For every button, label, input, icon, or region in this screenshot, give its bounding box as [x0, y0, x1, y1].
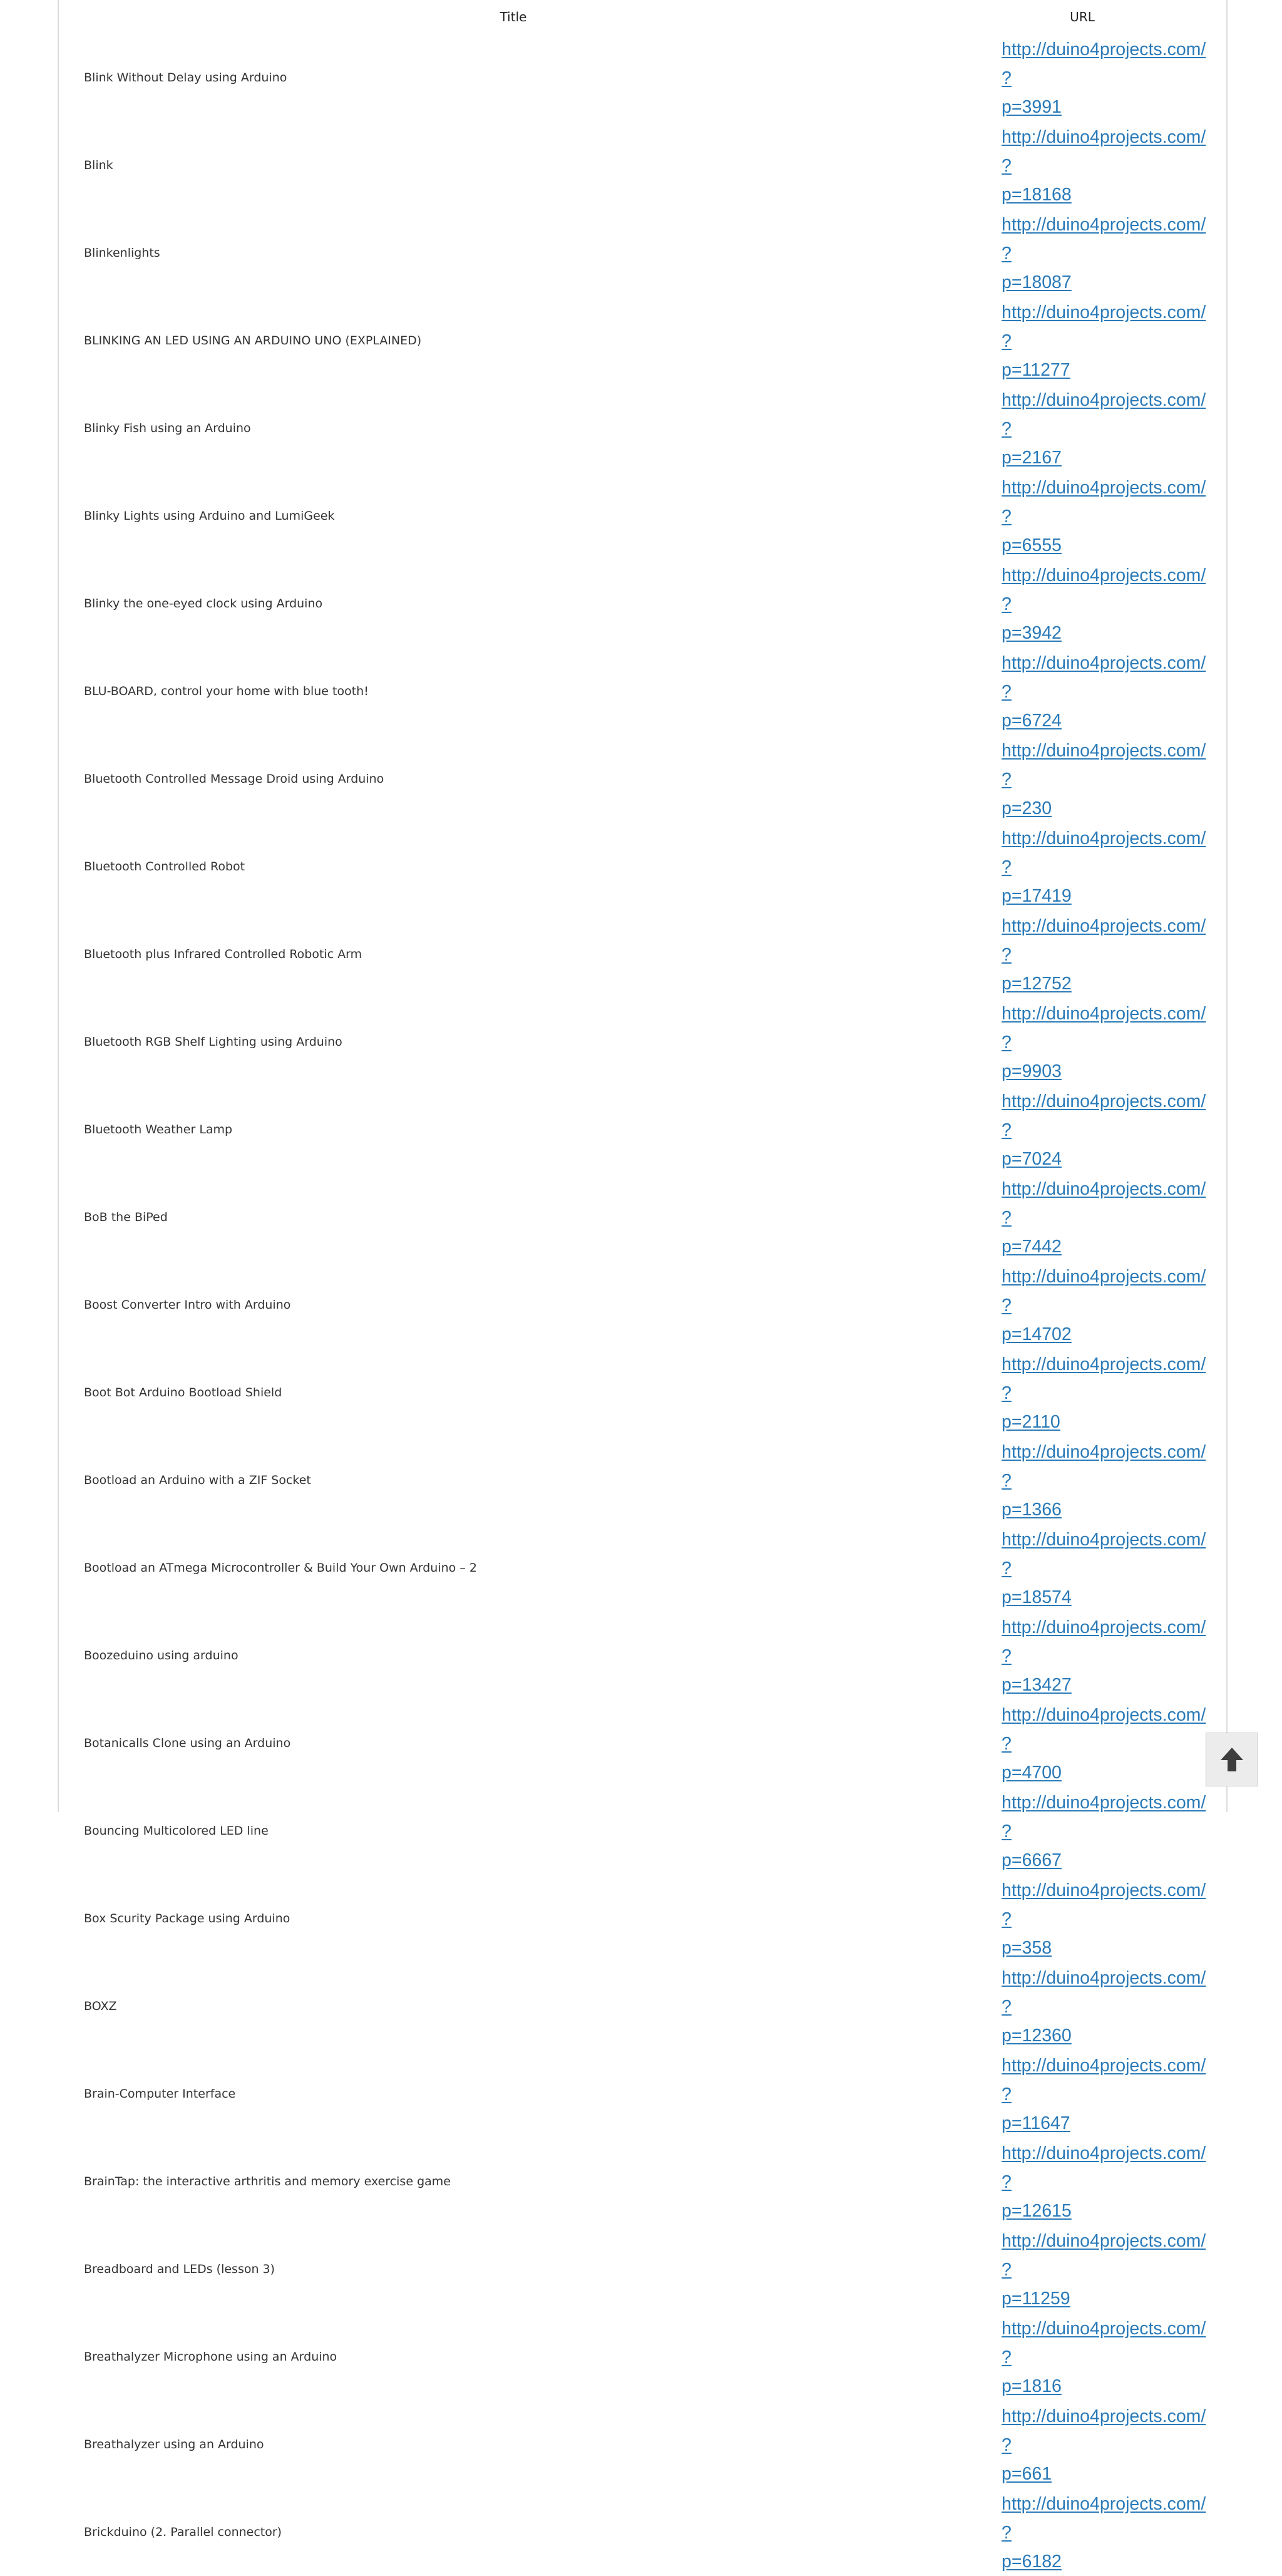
table-row	[84, 1349, 1211, 1436]
project-url-line1: http://duino4projects.com/?	[1002, 1267, 1206, 1316]
project-url-line1: http://duino4projects.com/?	[1002, 653, 1206, 702]
project-title: Blink	[84, 158, 113, 172]
project-url-cell	[1002, 998, 1211, 1086]
table-row	[84, 1261, 1211, 1349]
project-url-line1: http://duino4projects.com/?	[1002, 916, 1206, 965]
table-row	[84, 384, 1211, 472]
project-url-line1: http://duino4projects.com/?	[1002, 2231, 1206, 2280]
project-title: Box Scurity Package using Arduino	[84, 1912, 290, 1925]
project-url-link[interactable]	[1002, 1438, 1211, 1524]
project-title: BLINKING AN LED USING AN ARDUINO UNO (EXPLAINED)	[84, 334, 422, 348]
project-url-line2: p=4700	[1002, 1763, 1062, 1783]
project-url-link[interactable]	[1002, 561, 1211, 647]
project-url-line2: p=7024	[1002, 1149, 1062, 1169]
project-title: Botanicalls Clone using an Arduino	[84, 1736, 291, 1750]
project-url-link[interactable]	[1002, 298, 1211, 384]
project-url-link[interactable]	[1002, 1876, 1211, 1962]
project-title: BoB the BiPed	[84, 1210, 168, 1224]
projects-table	[84, 0, 1211, 2576]
project-url-cell	[1002, 560, 1211, 647]
project-url-line1: http://duino4projects.com/?	[1002, 828, 1206, 877]
project-url-cell	[1002, 121, 1211, 209]
table-row	[84, 2138, 1211, 2225]
project-url-cell	[1002, 472, 1211, 560]
project-url-cell	[1002, 34, 1211, 121]
table-row	[84, 1524, 1211, 1612]
project-title: Boozeduino using arduino	[84, 1649, 238, 1662]
project-url-line2: p=6182	[1002, 2552, 1062, 2572]
project-url-link[interactable]	[1002, 2490, 1211, 2576]
project-url-line2: p=9903	[1002, 1061, 1062, 1081]
project-url-line1: http://duino4projects.com/?	[1002, 2406, 1206, 2455]
table-body	[84, 34, 1211, 2576]
project-url-line2: p=7442	[1002, 1237, 1062, 1257]
project-title: Bluetooth Controlled Robot	[84, 860, 245, 873]
project-url-link[interactable]	[1002, 2139, 1211, 2225]
project-url-link[interactable]	[1002, 2402, 1211, 2488]
back-to-top-button[interactable]	[1206, 1733, 1258, 1786]
table-row	[84, 2313, 1211, 2401]
project-url-link[interactable]	[1002, 1964, 1211, 2050]
table-row	[84, 1875, 1211, 1962]
project-title: Blink Without Delay using Arduino	[84, 71, 287, 85]
project-url-cell	[1002, 209, 1211, 297]
arrow-up-icon	[1220, 1746, 1244, 1773]
project-title: Bluetooth Controlled Message Droid using Arduino	[84, 772, 384, 786]
project-title: Brain-Computer Interface	[84, 2087, 236, 2101]
project-url-line1: http://duino4projects.com/?	[1002, 1004, 1206, 1053]
table-row	[84, 121, 1211, 209]
project-url-line1: http://duino4projects.com/?	[1002, 390, 1206, 439]
project-url-link[interactable]	[1002, 2051, 1211, 2138]
project-url-line1: http://duino4projects.com/?	[1002, 1793, 1206, 1842]
project-url-link[interactable]	[1002, 35, 1211, 121]
title-column-header: Title	[500, 9, 527, 24]
project-url-line2: p=12360	[1002, 2026, 1072, 2046]
project-url-link[interactable]	[1002, 999, 1211, 1086]
project-url-cell	[1002, 1699, 1211, 1787]
table-row	[84, 1086, 1211, 1173]
table-row	[84, 472, 1211, 560]
project-url-line1: http://duino4projects.com/?	[1002, 1091, 1206, 1140]
project-url-line2: p=11259	[1002, 2289, 1070, 2309]
project-title: Blinky Lights using Arduino and LumiGeek	[84, 509, 335, 523]
project-url-cell	[1002, 1173, 1211, 1261]
project-url-line1: http://duino4projects.com/?	[1002, 2494, 1206, 2543]
project-title: Boot Bot Arduino Bootload Shield	[84, 1386, 282, 1399]
project-title: Breathalyzer Microphone using an Arduino	[84, 2350, 337, 2364]
project-url-cell	[1002, 910, 1211, 998]
table-row	[84, 735, 1211, 823]
project-url-link[interactable]	[1002, 824, 1211, 910]
project-title: Bluetooth Weather Lamp	[84, 1123, 233, 1136]
project-url-cell	[1002, 1349, 1211, 1436]
project-url-link[interactable]	[1002, 386, 1211, 472]
table-row	[84, 1699, 1211, 1787]
project-url-link[interactable]	[1002, 1701, 1211, 1787]
table-row	[84, 1612, 1211, 1699]
project-url-line2: p=2167	[1002, 448, 1062, 468]
project-url-link[interactable]	[1002, 1087, 1211, 1173]
project-title: Bootload an ATmega Microcontroller & Build Your Own Arduino – 2	[84, 1561, 477, 1575]
project-url-line1: http://duino4projects.com/?	[1002, 1179, 1206, 1228]
project-url-link[interactable]	[1002, 912, 1211, 998]
project-url-line1: http://duino4projects.com/?	[1002, 302, 1206, 351]
project-url-link[interactable]	[1002, 2227, 1211, 2313]
project-title: Bootload an Arduino with a ZIF Socket	[84, 1473, 311, 1487]
project-title: Bluetooth RGB Shelf Lighting using Arduino	[84, 1035, 342, 1049]
project-url-line2: p=18168	[1002, 185, 1072, 205]
project-url-line2: p=2110	[1002, 1412, 1060, 1432]
project-url-line2: p=11277	[1002, 360, 1070, 380]
project-url-cell	[1002, 1962, 1211, 2050]
project-url-cell	[1002, 647, 1211, 735]
project-url-line2: p=13427	[1002, 1675, 1072, 1695]
project-url-line2: p=6724	[1002, 711, 1062, 731]
project-url-line1: http://duino4projects.com/?	[1002, 1705, 1206, 1754]
project-url-cell	[1002, 2225, 1211, 2313]
table-header-row	[84, 0, 1211, 34]
table-row	[84, 209, 1211, 297]
project-url-cell	[1002, 384, 1211, 472]
project-url-cell	[1002, 297, 1211, 384]
table-row	[84, 647, 1211, 735]
project-url-line1: http://duino4projects.com/?	[1002, 2056, 1206, 2105]
project-url-cell	[1002, 2488, 1211, 2576]
project-url-line1: http://duino4projects.com/?	[1002, 478, 1206, 527]
project-url-link[interactable]	[1002, 1262, 1211, 1349]
project-title: Breathalyzer using an Arduino	[84, 2438, 264, 2451]
project-url-line2: p=11647	[1002, 2113, 1070, 2133]
project-url-cell	[1002, 1612, 1211, 1699]
project-url-line2: p=230	[1002, 798, 1052, 818]
table-row	[84, 1787, 1211, 1875]
project-url-line1: http://duino4projects.com/?	[1002, 1442, 1206, 1491]
project-url-cell	[1002, 1086, 1211, 1173]
project-title: Boost Converter Intro with Arduino	[84, 1298, 291, 1312]
project-url-line1: http://duino4projects.com/?	[1002, 565, 1206, 614]
project-url-link[interactable]	[1002, 1350, 1211, 1436]
project-url-line1: http://duino4projects.com/?	[1002, 1354, 1206, 1403]
project-url-line2: p=12615	[1002, 2201, 1072, 2221]
url-column-header: URL	[1070, 9, 1095, 24]
project-title: Bluetooth plus Infrared Controlled Robotic Arm	[84, 947, 362, 961]
project-url-link[interactable]	[1002, 1613, 1211, 1699]
project-url-cell	[1002, 1436, 1211, 1524]
project-url-link[interactable]	[1002, 1788, 1211, 1875]
project-url-line2: p=18087	[1002, 272, 1072, 292]
project-title: BOXZ	[84, 1999, 117, 2013]
project-title: Blinky Fish using an Arduino	[84, 421, 251, 435]
table-row	[84, 2050, 1211, 2138]
project-url-line1: http://duino4projects.com/?	[1002, 39, 1206, 88]
project-url-link[interactable]	[1002, 473, 1211, 560]
project-title: Breadboard and LEDs (lesson 3)	[84, 2262, 275, 2276]
project-url-link[interactable]	[1002, 1525, 1211, 1612]
project-title: Brickduino (2. Parallel connector)	[84, 2525, 282, 2539]
project-url-line2: p=17419	[1002, 886, 1072, 906]
project-url-line1: http://duino4projects.com/?	[1002, 2319, 1206, 2367]
table-row	[84, 910, 1211, 998]
project-url-cell	[1002, 1524, 1211, 1612]
project-url-cell	[1002, 735, 1211, 823]
table-row	[84, 1436, 1211, 1524]
project-title: BLU-BOARD, control your home with blue tooth!	[84, 684, 369, 698]
project-title: Blinky the one-eyed clock using Arduino	[84, 597, 323, 611]
project-url-line1: http://duino4projects.com/?	[1002, 215, 1206, 264]
project-url-line2: p=358	[1002, 1938, 1052, 1958]
project-url-line1: http://duino4projects.com/?	[1002, 741, 1206, 790]
project-url-line2: p=14702	[1002, 1324, 1072, 1344]
project-url-line1: http://duino4projects.com/?	[1002, 1530, 1206, 1579]
table-row	[84, 998, 1211, 1086]
project-url-line2: p=3942	[1002, 623, 1062, 643]
project-url-link[interactable]	[1002, 210, 1211, 297]
project-url-link[interactable]	[1002, 736, 1211, 823]
table-row	[84, 2488, 1211, 2576]
project-url-cell	[1002, 823, 1211, 910]
project-url-line2: p=3991	[1002, 97, 1062, 117]
table-row	[84, 2401, 1211, 2488]
project-url-line1: http://duino4projects.com/?	[1002, 2143, 1206, 2192]
project-url-line1: http://duino4projects.com/?	[1002, 1880, 1206, 1929]
project-url-cell	[1002, 1787, 1211, 1875]
project-url-link[interactable]	[1002, 1175, 1211, 1261]
project-url-link[interactable]	[1002, 2314, 1211, 2401]
table-row	[84, 34, 1211, 121]
project-url-cell	[1002, 2138, 1211, 2225]
project-url-cell	[1002, 1261, 1211, 1349]
table-row	[84, 2225, 1211, 2313]
table-row	[84, 1962, 1211, 2050]
project-title: Bouncing Multicolored LED line	[84, 1824, 269, 1838]
project-url-link[interactable]	[1002, 649, 1211, 735]
project-url-line1: http://duino4projects.com/?	[1002, 1968, 1206, 2017]
project-url-line2: p=1366	[1002, 1500, 1062, 1520]
project-title: Blinkenlights	[84, 246, 160, 260]
table-row	[84, 560, 1211, 647]
project-url-line2: p=1816	[1002, 2376, 1062, 2396]
project-url-line2: p=6667	[1002, 1850, 1062, 1870]
content-area	[58, 0, 1228, 2572]
project-url-line1: http://duino4projects.com/?	[1002, 1617, 1206, 1666]
project-url-cell	[1002, 1875, 1211, 1962]
table-row	[84, 823, 1211, 910]
project-url-line2: p=661	[1002, 2464, 1052, 2484]
project-url-cell	[1002, 2050, 1211, 2138]
project-url-line2: p=18574	[1002, 1587, 1072, 1607]
table-row	[84, 297, 1211, 384]
project-url-cell	[1002, 2401, 1211, 2488]
table-row	[84, 1173, 1211, 1261]
project-url-line1: http://duino4projects.com/?	[1002, 127, 1206, 176]
project-url-line2: p=12752	[1002, 974, 1072, 994]
project-url-line2: p=6555	[1002, 535, 1062, 555]
project-title: BrainTap: the interactive arthritis and memory exercise game	[84, 2175, 451, 2188]
project-url-cell	[1002, 2313, 1211, 2401]
project-url-link[interactable]	[1002, 123, 1211, 209]
